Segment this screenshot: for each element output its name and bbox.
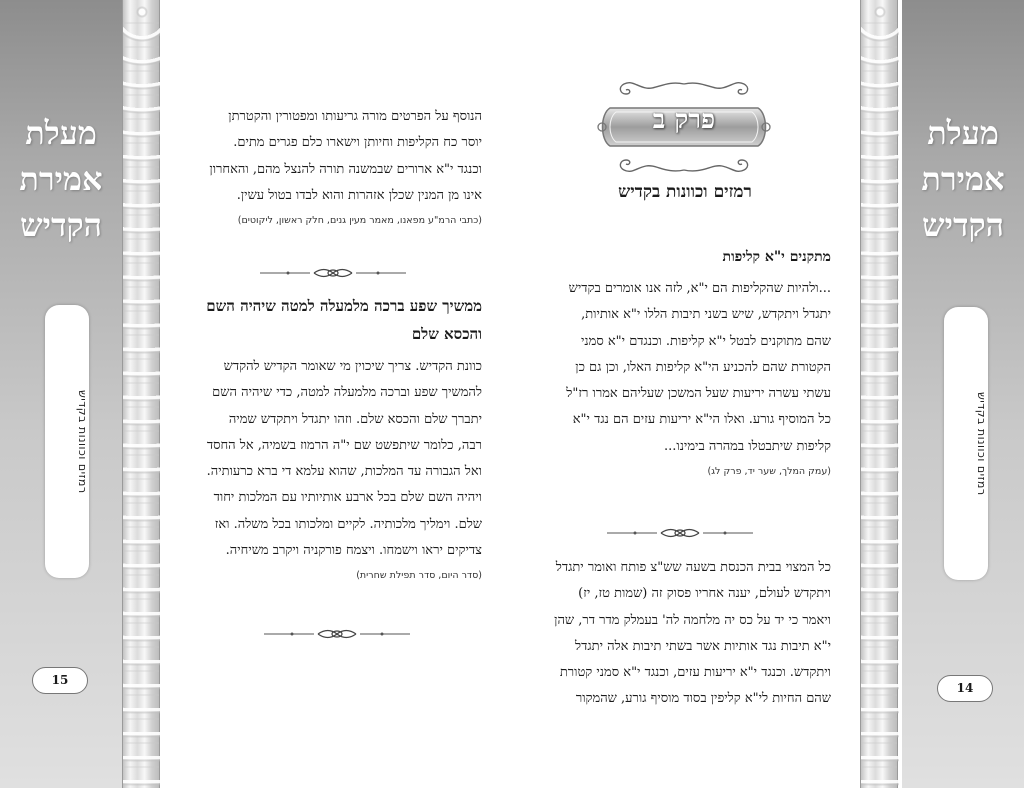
text-line: ואל הגבורה עד המלכות, שהוא עלמא די ברא כרעותיה.	[206, 464, 482, 480]
heading-line: ממשיך שפע ברכה מלמעלה למטה שיהיה השם	[206, 297, 482, 315]
text-line: כל המוסיף גורע. ואלו הי"א יריעות עזים הם נגד י"א	[572, 412, 831, 428]
text-line: וכנגד י"א ארורים שבמשנה תורה להנצל מהם, והאחרון	[209, 161, 482, 177]
source-citation: (עמק המלך, שער יד, פרק לג)	[707, 466, 831, 478]
book-title-line: אמירת	[921, 160, 1005, 198]
text-line: יתברך שלם והכסא שלם. וזהו יתגדל ויתקדש שמיה	[228, 411, 482, 427]
decorative-border-right	[860, 0, 898, 788]
book-title-right	[902, 110, 1024, 248]
text-line: יוסר כח הקליפות וחיותן וישארו כלם פגרים מתים.	[233, 135, 482, 151]
heading-line: והכסא שלם	[411, 325, 482, 343]
book-title-line: הקדיש	[20, 206, 102, 244]
right-sidebar	[902, 0, 1024, 788]
text-line: ...ולהיות שהקליפות הם י"א, לזה אנו אומרים בקדיש	[568, 281, 831, 296]
text-line: ויתקדש. וכנגד י"א יריעות עזים, וכנגד י"א סמני קטורת	[559, 665, 831, 681]
text-line: עשתי עשרה יריעות שעל המשכן שעליהם אמרו רז"ל	[566, 386, 831, 402]
text-line: צדיקים יראו וישמחו. ויצמח פורקניה ויקרב משיחיה.	[225, 543, 482, 559]
text-line: ויאמר כי יד על כס יה מלחמה לה' בעמלק מדר דר, שהן	[554, 612, 831, 628]
ornament-divider-icon	[258, 266, 408, 280]
text-line: ויהיה השם שלם בכל ארבע אותיותיו עם המלכות יחוד	[213, 490, 482, 506]
text-block	[190, 354, 482, 564]
text-line: רבה, כלומר שיתפשט שם י"ה הרמוז בשמיה, אל החסד	[206, 437, 482, 453]
text-line: אינו מן המנין שכלן אזהרות והוא לבדו בטול עשין.	[236, 187, 482, 203]
chapter-title: פרק ב	[652, 105, 716, 135]
text-line: הקטורת שהם להכניע הי"א קליפות האלו, וכן גם כן	[575, 359, 831, 375]
source-citation: (סדר היום, סדר תפילת שחרית)	[356, 570, 482, 582]
text-line: יתגדל ויתקדש, שיש בשני תיבות הללו י"א אותיות,	[581, 307, 831, 323]
right-page-column-lower	[534, 555, 831, 713]
text-line: ויתקדש לעולם, יענה אחריו פסוק זה (שמות טז, יז)	[578, 586, 831, 602]
book-title-line: הקדיש	[922, 206, 1004, 244]
source-citation: (כתבי הרמ"ע מפאנו, מאמר מעין גנים, חלק ראשון, ליקוטים)	[237, 215, 482, 227]
left-page-column	[190, 104, 482, 229]
text-line: שלם. וימליך מלכותיה. לקיים ומלכותו בכל משלה. ואז	[214, 516, 482, 532]
text-block	[534, 276, 831, 460]
book-title-line: מעלת	[25, 114, 97, 152]
right-page-column	[534, 244, 831, 480]
book-title-line: אמירת	[19, 160, 103, 198]
ornament-divider-icon	[605, 526, 755, 540]
text-line: שהם מתוקנים לבטל י"א קליפות. וכנגדם י"א סמני	[581, 333, 831, 349]
section-heading: מתקנים י"א קליפות	[722, 249, 831, 265]
book-title-left	[0, 110, 122, 248]
text-line: כוונת הקדיש. צריך שיכוין מי שאומר הקדיש להקדש	[223, 359, 482, 374]
text-line: קליפות שיתבטלו במהרה בימינו...	[663, 438, 831, 454]
section-heading	[190, 292, 482, 348]
page-number-left: 15	[32, 667, 88, 694]
text-line: י"א תיבות נגד אותיות אשר בשתי תיבות אלה יתגדל	[575, 638, 831, 654]
left-page-column-lower	[190, 292, 482, 584]
decorative-border-left	[122, 0, 160, 788]
section-tab-left	[45, 305, 89, 578]
chapter-subtitle: רמזים וכוונות בקדיש	[618, 182, 752, 202]
left-sidebar	[0, 0, 122, 788]
section-tab-label: רמזים וכוונות בקדיש	[975, 391, 988, 496]
ornament-divider-icon	[262, 627, 412, 641]
text-line: שהם החיות לי"א קליפין בסוד מוסיף גורע, שהמקור	[575, 691, 831, 707]
text-line: להמשיך שפע וברכה מלמעלה למטה, כדי שיהיה השם	[212, 385, 482, 401]
page-number-right: 14	[937, 675, 993, 702]
text-block	[190, 104, 482, 209]
text-block	[534, 555, 831, 713]
text-line: כל המצוי בבית הכנסת בשעה שש"צ פותח ואומר יתגדל	[555, 560, 831, 575]
book-title-line: מעלת	[927, 114, 999, 152]
section-tab-label: רמזים וכוונות בקדיש	[76, 389, 89, 494]
text-line: הנוסף על הפרטים מורה גריעותו ומפטורין והקטרתן	[228, 109, 482, 124]
section-tab-right	[944, 307, 988, 580]
